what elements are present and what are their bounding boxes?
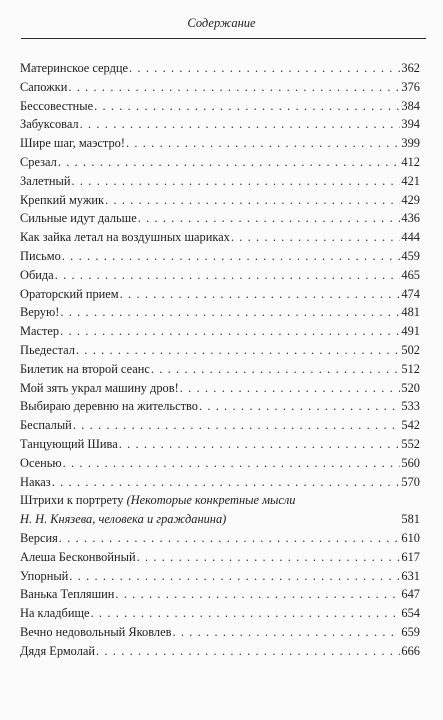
dot-leader <box>73 416 401 435</box>
toc-entry-page: 666 <box>401 643 420 658</box>
toc-entry-page: 421 <box>401 173 420 188</box>
toc-entry-page: 491 <box>401 324 420 339</box>
toc-entry <box>20 585 420 604</box>
dot-leader <box>172 623 400 642</box>
toc-entry <box>20 134 420 153</box>
toc-entry-title: Танцующий Шива <box>20 436 118 451</box>
toc-entry-title: Забуксовал <box>20 117 79 132</box>
toc-entry-line2 <box>20 510 420 529</box>
toc-entry <box>20 266 420 285</box>
toc-entry-title: Билетик на второй сеанс <box>20 361 150 376</box>
toc-entry-page: 376 <box>401 79 420 94</box>
toc-entry <box>20 435 420 454</box>
toc-entry-page: 512 <box>401 361 420 376</box>
toc-entry-page: 610 <box>401 530 420 545</box>
toc-entry <box>20 379 420 398</box>
toc-entry-title: Штрихи к портрету <box>20 493 124 508</box>
toc-entry <box>20 416 420 435</box>
toc-entry-page: 533 <box>401 399 420 414</box>
dot-leader <box>119 435 401 454</box>
toc-entry-page: 654 <box>401 606 420 621</box>
toc-entry-title: Ванька Тепляшин <box>20 587 115 602</box>
toc-entry-title: На кладбище <box>20 606 90 621</box>
dot-leader <box>58 153 401 172</box>
toc-entry-title: Выбираю деревню на жительство <box>20 399 198 414</box>
toc-entry-title: Верую! <box>20 305 60 320</box>
page-header-title: Содержание <box>187 16 256 30</box>
toc-entry <box>20 529 420 548</box>
toc-entry-title: Крепкий мужик <box>20 192 105 207</box>
toc-entry <box>20 78 420 97</box>
toc-entry <box>20 473 420 492</box>
toc-entry <box>20 322 420 341</box>
toc-entry <box>20 548 420 567</box>
toc-entry-page: 481 <box>401 305 420 320</box>
toc-entry-title: Мастер <box>20 324 60 339</box>
toc-entry-title: Версия <box>20 530 58 545</box>
toc-entry-page: 581 <box>401 512 420 527</box>
toc-entry-title: Осенью <box>20 455 62 470</box>
toc-entry <box>20 604 420 623</box>
toc-entry <box>20 454 420 473</box>
toc-entry-multiline <box>20 491 420 529</box>
toc-entry-title: Срезал <box>20 154 57 169</box>
toc-entry <box>20 303 420 322</box>
toc-entry <box>20 623 420 642</box>
toc-entry <box>20 172 420 191</box>
dot-leader <box>60 303 400 322</box>
toc-entry-page: 394 <box>401 117 420 132</box>
toc-entry-title: Залетный <box>20 173 71 188</box>
toc-entry-title: Сильные идут дальше <box>20 211 137 226</box>
dot-leader <box>151 360 401 379</box>
dot-leader <box>91 604 401 623</box>
dot-leader <box>105 191 400 210</box>
toc-entry <box>20 153 420 172</box>
toc-entry <box>20 115 420 134</box>
toc-entry-title: Беспалый <box>20 418 72 433</box>
toc-entry <box>20 567 420 586</box>
toc-entry-title: Алеша Бесконвойный <box>20 549 136 564</box>
dot-leader <box>59 529 401 548</box>
toc-entry-line1 <box>20 491 420 510</box>
toc-entry-title: Вечно недовольный Яковлев <box>20 624 172 639</box>
dot-leader <box>62 247 401 266</box>
dot-leader <box>68 78 400 97</box>
dot-leader <box>72 172 401 191</box>
toc-entry-page: 542 <box>401 418 420 433</box>
toc-entry-title: Шире шаг, маэстро! <box>20 136 125 151</box>
toc-entry-page: 617 <box>401 549 420 564</box>
toc-entry-page: 436 <box>401 211 420 226</box>
toc-entry-title: Как зайка летал на воздушных шариках <box>20 230 230 245</box>
toc-entry-title: Упорный <box>20 568 69 583</box>
toc-entry-subtitle: Н. Н. Князева, человека и гражданина) <box>20 512 227 527</box>
toc-entry-page: 560 <box>401 455 420 470</box>
dot-leader <box>94 97 400 116</box>
dot-leader <box>63 454 401 473</box>
toc-entry-page: 399 <box>401 136 420 151</box>
dot-leader <box>69 567 400 586</box>
dot-leader <box>115 585 400 604</box>
dot-leader <box>138 209 401 228</box>
dot-leader <box>96 642 400 661</box>
dot-leader <box>52 473 401 492</box>
toc-entry-page: 362 <box>401 61 420 75</box>
toc-entry-title: Ораторский прием <box>20 286 119 301</box>
toc-entry-page: 647 <box>401 587 420 602</box>
toc-entry-title: Наказ <box>20 474 51 489</box>
toc-entry <box>20 360 420 379</box>
toc-entry <box>20 209 420 228</box>
toc-entry-page: 412 <box>401 154 420 169</box>
toc-entry-title: Бессовестные <box>20 98 94 113</box>
toc-entry-page: 570 <box>401 474 420 489</box>
dot-leader <box>180 379 401 398</box>
toc-entry-page: 474 <box>401 286 420 301</box>
dot-leader <box>126 134 400 153</box>
toc-entry-page: 520 <box>401 380 420 395</box>
toc-entry-title: Мой зять украл машину дров! <box>20 380 179 395</box>
toc-entry-page: 552 <box>401 436 420 451</box>
toc-entry-title: Сапожки <box>20 79 68 94</box>
dot-leader <box>120 285 401 304</box>
toc-entry <box>20 642 420 661</box>
dot-leader <box>55 266 401 285</box>
toc-entry <box>20 247 420 266</box>
toc-entry <box>20 341 420 360</box>
toc-entry <box>20 97 420 116</box>
toc-entry-page: 459 <box>401 248 420 263</box>
toc-entry-page: 465 <box>401 267 420 282</box>
toc-entry-title: Дядя Ермолай <box>20 643 96 658</box>
toc-entry <box>20 397 420 416</box>
dot-leader <box>199 397 400 416</box>
toc-entry-page: 384 <box>401 98 420 113</box>
toc-entry-title: Пьедестал <box>20 342 75 357</box>
toc-entry <box>20 59 420 78</box>
toc-entry-subtitle: (Некоторые конкретные мысли <box>126 493 296 508</box>
toc-entry-title: Обида <box>20 267 54 282</box>
dot-leader <box>129 59 400 78</box>
toc-entry <box>20 191 420 210</box>
header-rule <box>21 38 426 39</box>
dot-leader <box>76 341 401 360</box>
toc-entry-page: 444 <box>401 230 420 245</box>
dot-leader <box>137 548 401 567</box>
dot-leader <box>231 228 401 247</box>
toc-entry-page: 631 <box>401 568 420 583</box>
dot-leader <box>80 115 401 134</box>
table-of-contents <box>20 59 420 661</box>
toc-entry-title: Материнское сердце <box>20 61 129 75</box>
toc-entry-page: 502 <box>401 342 420 357</box>
dot-leader <box>60 322 400 341</box>
toc-entry <box>20 285 420 304</box>
toc-entry-title: Письмо <box>20 248 61 263</box>
toc-entry-page: 429 <box>401 192 420 207</box>
toc-entry-page: 659 <box>401 624 420 639</box>
toc-entry <box>20 228 420 247</box>
